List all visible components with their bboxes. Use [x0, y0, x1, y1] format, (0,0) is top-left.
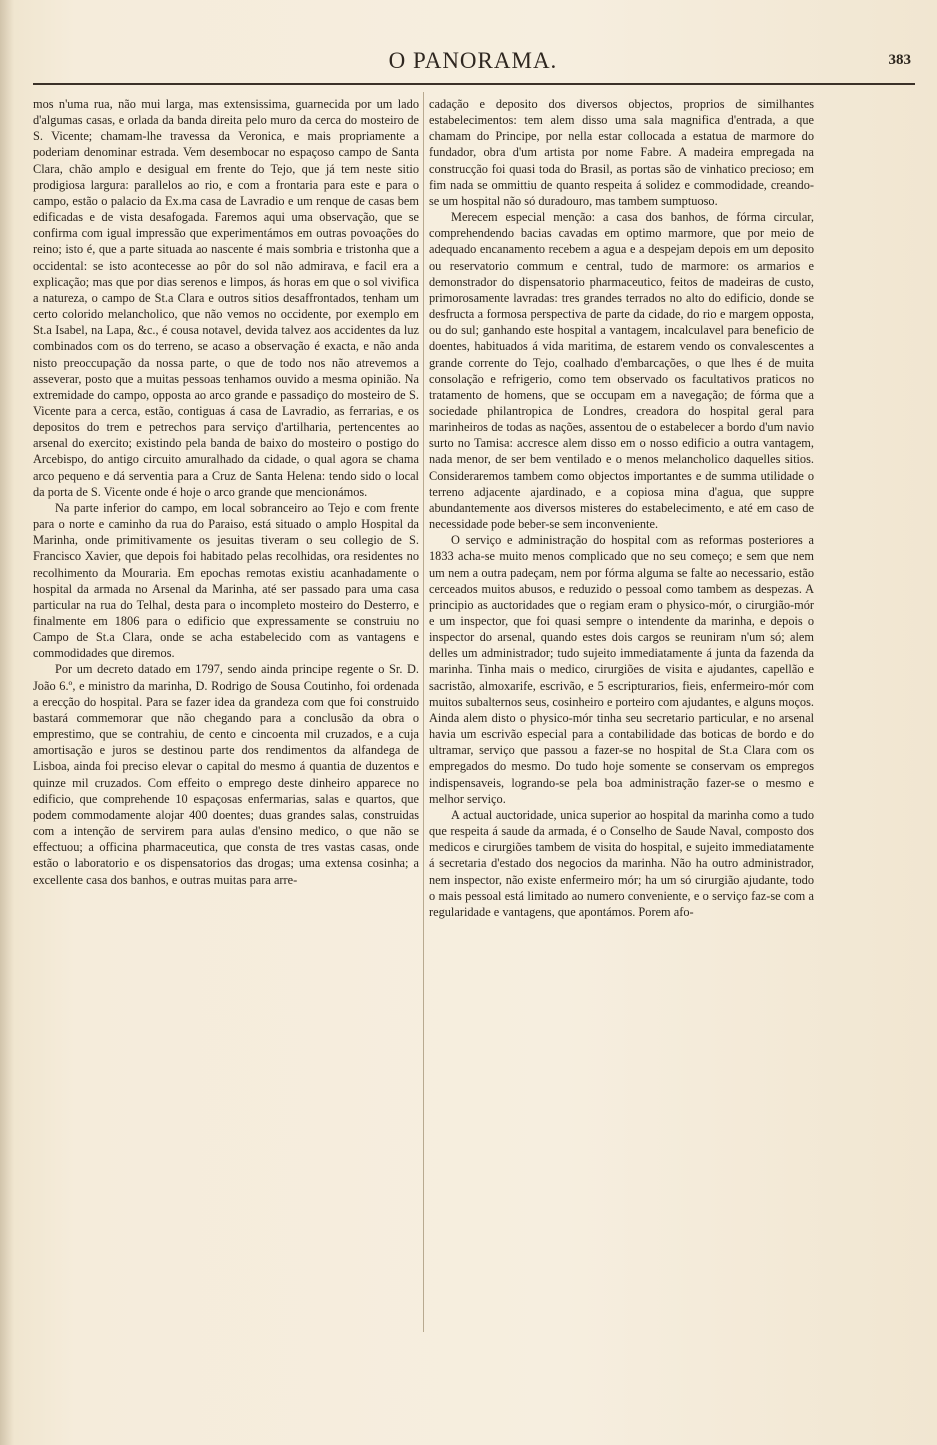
right-paragraph-4: A actual auctoridade, unica superior ao hospital da marinha como a tudo que respeita á saude da armada, é o Conselho de Saude Naval, composto dos medicos e cirurgiões tambem de visita do hospital, e sujeito immediatamente á secretaria d'estado dos negocios da marinha. Não ha outro administrador, nem inspector, não existe enfermeiro mór; ha um só cirurgião ajudante, todo o mais pessoal está limitado ao numero conveniente, e o serviço faz-se com a regularidade e vantagens, que apontámos. Porem afo-: [429, 807, 814, 919]
publication-title: O PANORAMA.: [388, 48, 558, 73]
column-divider: [423, 92, 424, 1332]
right-column: [429, 96, 814, 920]
left-column: [33, 96, 419, 888]
page-number: 383: [888, 52, 911, 68]
right-paragraph-3: O serviço e administração do hospital com as reformas posteriores a 1833 acha-se muito menos complicado que no seu começo; e sem que nem um nem a outra padeçam, nem por fórma alguma se falte ao necessario, estão cerceados muitos abusos, e reduzido o pessoal como tambem as despezas. A principio as auctoridades que o regiam eram o physico-mór, o cirurgião-mór e um inspector, que foi quasi sempre o intendente da marinha, e depois o inspector do arsenal, quando estes dois cargos se reuniram n'um só; alem delles um administrador; tudo sujeito immediatamente á junta da fazenda da marinha. Tinha mais o medico, cirurgiões de visita e ajudantes, capellão e sacristão, almoxarife, escrivão, e 5 escripturarios, fieis, enfermeiro-mór com muitos subalternos seus, cosinheiro e porteiro com ajudantes, e alguns moços. Ainda alem disto o physico-mór tinha seu secretario particular, e no arsenal havia um escrivão especial para a contabilidade das boticas de bordo e do ultramar, serviço que passou a fazer-se no hospital de St.a Clara com os empregados do mesmo. Do tudo hoje somente se conservam os empregos indispensaveis, logrando-se pela boa administração fazer-se o mesmo e melhor serviço.: [429, 533, 814, 806]
left-paragraph-3: Por um decreto datado em 1797, sendo ainda principe regente o Sr. D. João 6.º, e ministro da marinha, D. Rodrigo de Sousa Coutinho, foi ordenada a erecção do hospital. Para se fazer idea da grandeza com que foi construido bastará commemorar que não chegando para a conclusão da obra o emprestimo, que se contrahiu, de cento e cincoenta mil cruzados, e a cuja amortisação e juros se destinou parte dos rendimentos da alfandega de Lisboa, ainda foi preciso elevar o capital do mesmo á quantia de duzentos e quinze mil cruzados. Com effeito o emprego deste dinheiro apparece no edificio, que comprehende 10 espaçosas enfermarias, salas e quartos, que podem commodamente alojar 400 doentes; duas grandes salas, construidas com a intenção de servirem para aulas d'ensino medico, o que não se effectuou; a officina pharmaceutica, que consta de tres vastas casas, onde estão o laboratorio e os dispensatorios das drogas; uma extensa cosinha; a excellente casa dos banhos, e outras muitas para arre-: [33, 662, 419, 887]
left-paragraph-2: Na parte inferior do campo, em local sobranceiro ao Tejo e com frente para o norte e caminho da rua do Paraiso, está situado o amplo Hospital da Marinha, onde primitivamente os jesuitas tiveram o seu collegio de S. Francisco Xavier, que depois foi habitado pelas recolhidas, ora residentes no recolhimento da Mouraria. Em epochas remotas existiu acanhadamente o hospital da armada no Arsenal da Marinha, até ser passado para uma casa particular na rua do Telhal, desta para o incompleto mosteiro do Desterro, e finalmente em 1806 para o edificio que expressamente se construiu no Campo de St.a Clara, onde se acha estabelecido com as vantagens e commodidades que diremos.: [33, 500, 419, 661]
right-paragraph-2: Merecem especial menção: a casa dos banhos, de fórma circular, comprehendendo bacias cavadas em optimo marmore, que por meio de adequado encanamento recebem a agua e a despejam depois em um deposito ou reservatorio commum e central, tudo de marmore: os armarios e demonstrador do dispensatorio pharmaceutico, feitos de madeiras de custo, primorosamente lavradas: tres grandes terrados no alto do edificio, donde se desfructa a formosa perspectiva de parte da cidade, do rio e margem opposta, ou do sul; ganhando este hospital a vantagem, incalculavel para beneficio de doentes, habituados á vida maritima, de estarem vendo os convalescentes a grande corrente do Tejo, coalhado d'embarcações, o que lhes é de muita consolação e refrigerio, como tem observado os facultativos praticos no tratamento de homens, que se occupam em a navegação; de fórma que a sociedade philantropica de Londres, creadora do hospital geral para marinheiros de todas as nações, assentou de o estabelecer a bordo d'um navio surto no Tamisa: accresce alem disso em o nosso edificio a outra vantagem, nada menor, de ser bem ventilado e o menos melancholico daquelles sitios. Consideraremos tambem como objectos importantes e de summa utilidade o terreno adjacente ajardinado, e a copiosa mina d'agua, que suppre abundantemente aos diversos misteres do estabelecimento, e até em caso de necessidade pode beber-se sem inconveniente.: [429, 210, 814, 532]
right-paragraph-1: cadação e deposito dos diversos objectos, proprios de similhantes estabelecimentos: tem alem disso uma sala magnifica d'entrada, a que chamam do Principe, por nella estar collocada a estatua de marmore do fundador, obra d'um artista por nome Fabre. A madeira empregada na construcção foi quasi toda do Brasil, as portas são de vinhatico precioso; em fim nada se ommittiu de quanto respeita á solidez e commodidade, creando-se um hospital não só duradouro, mas tambem sumptuoso.: [429, 97, 814, 208]
page-header: [33, 44, 913, 78]
header-rule: [33, 83, 915, 85]
page-fold-shadow: [0, 0, 14, 1445]
left-paragraph-1: mos n'uma rua, não mui larga, mas extensissima, guarnecida por um lado d'algumas casas, e orlada da banda direita pelo muro da cerca do mosteiro de S. Vicente; chamam-lhe travessa da Veronica, e mais propriamente a poderiam denominar estrada. Vem desembocar no espaçoso campo de Santa Clara, chão amplo e desigual em frente do Tejo, que já tem neste sitio prodigiosa largura: parallelos ao rio, e com a frontaria para este e para o campo, estão o palacio da Ex.ma casa de Lavradio e um renque de casas bem edificadas e de vista desafogada. Faremos aqui uma observação, que se confirma com igual impressão que experimentámos em outras povoações do reino; isto é, que a parte situada ao nascente é mais sombria e tristonha que a occidental: se isto acontecesse ao pôr do sol não admirava, e facil era a explicação; mas que por dias serenos e limpos, ás horas em que o sol vivifica a natureza, o campo de St.a Clara e outros sitios desaffrontados, tenham um certo colorido melancholico, que não vemos no occidente, por exemplo em St.a Isabel, na Lapa, &c., é cousa notavel, devida talvez aos accidentes da luz combinados com os do terreno, se acaso a observação é exacta, e não anda nisto preoccupação da nossa parte, o que de todo nos não atrevemos a asseverar, posto que a muitas pessoas tenhamos ouvido a mesma opinião. Na extremidade do campo, opposta ao arco grande e passadiço do mosteiro de S. Vicente para a cerca, estão, contiguas á casa de Lavradio, as ferrarias, e os depositos do trem e petrechos para serviço d'artilharia, pertencentes ao arsenal do exercito; existindo pela banda de baixo do mosteiro o postigo do Arcebispo, do antigo circuito amuralhado da cidade, o qual agora se chama arco pequeno e dá serventia para a Cruz de Santa Helena: tendo sido o local da porta de S. Vicente onde é hoje o arco grande que mencionámos.: [33, 97, 419, 499]
